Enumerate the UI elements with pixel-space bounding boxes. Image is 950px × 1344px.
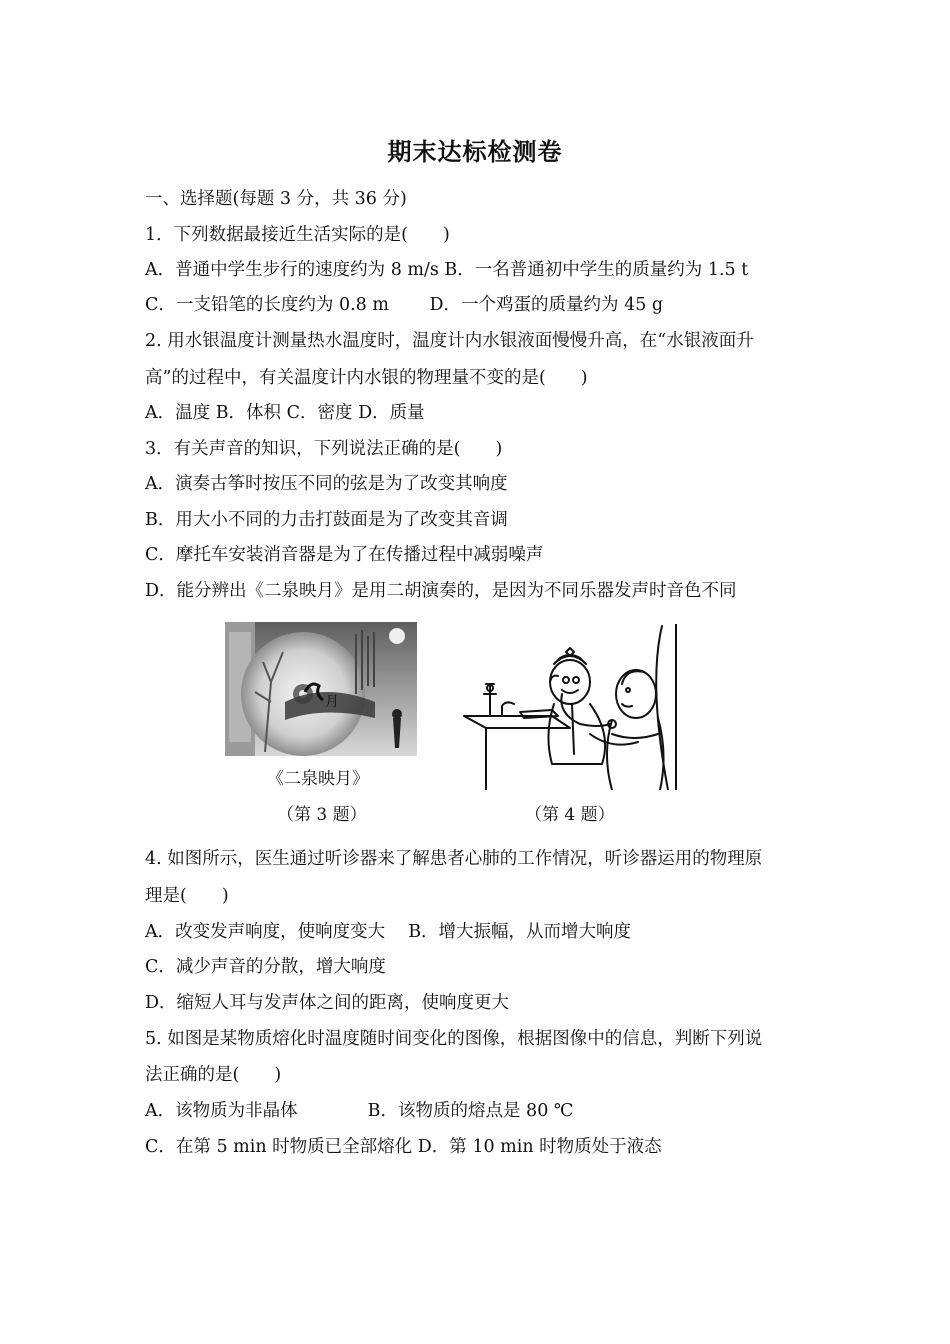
question-2: 2. 用水银温度计测量热水温度时，温度计内水银液面慢慢升高，在“水银液面升	[145, 331, 754, 351]
question-3-option-a: A．演奏古筝时按压不同的弦是为了改变其响度	[145, 474, 508, 494]
section-heading: 一、选择题(每题 3 分，共 36 分)	[145, 189, 407, 209]
question-5-cont: 法正确的是( )	[145, 1065, 282, 1085]
question-4: 4. 如图所示，医生通过听诊器来了解患者心肺的工作情况，听诊器运用的物理原	[145, 849, 763, 869]
question-3-option-b: B．用大小不同的力击打鼓面是为了改变其音调	[145, 510, 508, 530]
figure-3-caption: （第 3 题）	[277, 805, 367, 825]
question-4-option-d: D．缩短人耳与发声体之间的距离，使响度更大	[145, 993, 510, 1013]
question-4-options-ab: A．改变发声响度，使响度变大 B．增大振幅，从而增大响度	[145, 922, 632, 942]
question-5-options-cd: C．在第 5 min 时物质已全部熔化 D．第 10 min 时物质处于液态	[145, 1137, 662, 1157]
question-1: 1．下列数据最接近生活实际的是( )	[145, 225, 450, 245]
figure-row	[225, 622, 745, 832]
question-5-options-ab: A．该物质为非晶体 B．该物质的熔点是 80 ℃	[145, 1101, 574, 1121]
question-5: 5. 如图是某物质熔化时温度随时间变化的图像，根据图像中的信息，判断下列说	[145, 1029, 763, 1049]
question-1-options-cd: C．一支铅笔的长度约为 0.8 m D．一个鸡蛋的质量约为 45 g	[145, 295, 664, 315]
figure-4-caption: （第 4 题）	[525, 805, 615, 825]
album-cover-image	[225, 622, 417, 756]
question-3-option-d: D．能分辨出《二泉映月》是用二胡演奏的，是因为不同乐器发声时音色不同	[145, 581, 737, 601]
question-3-option-c: C．摩托车安装消音器是为了在传播过程中减弱噪声	[145, 545, 544, 565]
doctor-stethoscope-image	[462, 624, 678, 790]
question-2-cont: 高”的过程中，有关温度计内水银的物理量不变的是( )	[145, 368, 588, 388]
figure-3-label: 《二泉映月》	[267, 769, 369, 789]
question-2-options: A．温度 B．体积 C．密度 D．质量	[145, 403, 425, 423]
question-3: 3．有关声音的知识，下列说法正确的是( )	[145, 439, 503, 459]
page-title: 期末达标检测卷	[387, 138, 563, 166]
svg-text:月: 月	[325, 694, 339, 710]
question-4-cont: 理是( )	[145, 886, 229, 906]
question-1-options-ab: A．普通中学生步行的速度约为 8 m/s B．一名普通初中学生的质量约为 1.5 t	[145, 260, 749, 280]
question-4-option-c: C．减少声音的分散，增大响度	[145, 957, 386, 977]
